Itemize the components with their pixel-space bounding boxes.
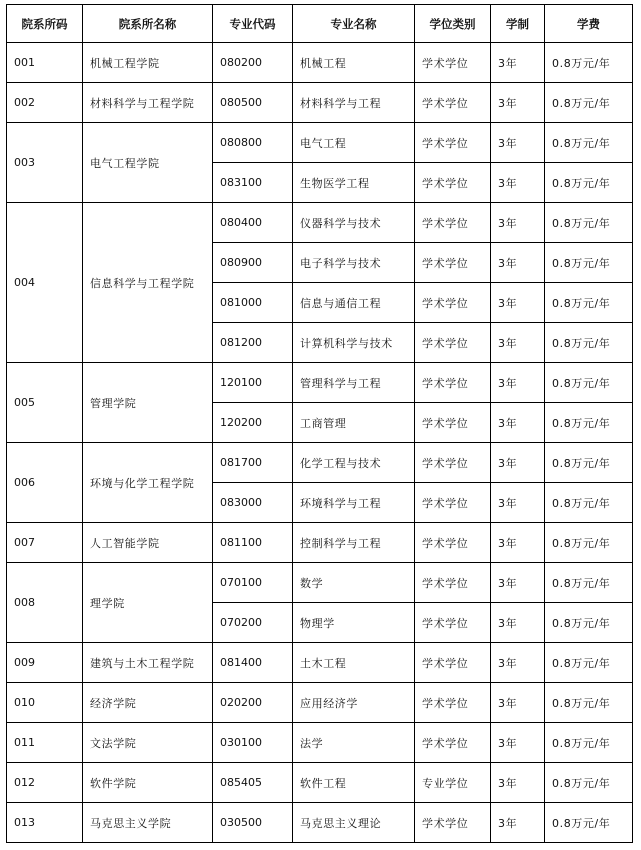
- fee-cell: 0.8万元/年: [545, 643, 633, 683]
- fee-cell: 0.8万元/年: [545, 323, 633, 363]
- table-row: [7, 203, 633, 243]
- degree-type-cell: 学术学位: [415, 243, 491, 283]
- program-table-container: [6, 4, 633, 843]
- major-name-cell: 软件工程: [293, 763, 415, 803]
- major-code-cell: 081400: [213, 643, 293, 683]
- header-fee: 学费: [545, 5, 633, 43]
- fee-cell: 0.8万元/年: [545, 723, 633, 763]
- major-name-cell: 数学: [293, 563, 415, 603]
- table-row: [7, 523, 633, 563]
- degree-type-cell: 学术学位: [415, 603, 491, 643]
- duration-cell: 3年: [491, 763, 545, 803]
- major-name-cell: 应用经济学: [293, 683, 415, 723]
- header-duration: 学制: [491, 5, 545, 43]
- table-row: [7, 363, 633, 403]
- major-name-cell: 信息与通信工程: [293, 283, 415, 323]
- dept-code-cell: 001: [7, 43, 83, 83]
- dept-code-cell: 002: [7, 83, 83, 123]
- major-code-cell: 080200: [213, 43, 293, 83]
- table-row: [7, 43, 633, 83]
- fee-cell: 0.8万元/年: [545, 203, 633, 243]
- header-dept-code: 院系所码: [7, 5, 83, 43]
- fee-cell: 0.8万元/年: [545, 483, 633, 523]
- major-code-cell: 081200: [213, 323, 293, 363]
- duration-cell: 3年: [491, 43, 545, 83]
- duration-cell: 3年: [491, 203, 545, 243]
- dept-name-cell: 理学院: [83, 563, 213, 643]
- dept-name-cell: 信息科学与工程学院: [83, 203, 213, 363]
- duration-cell: 3年: [491, 283, 545, 323]
- degree-type-cell: 专业学位: [415, 763, 491, 803]
- fee-cell: 0.8万元/年: [545, 763, 633, 803]
- dept-name-cell: 管理学院: [83, 363, 213, 443]
- major-code-cell: 080900: [213, 243, 293, 283]
- major-code-cell: 080400: [213, 203, 293, 243]
- program-table: [6, 4, 633, 843]
- degree-type-cell: 学术学位: [415, 803, 491, 843]
- degree-type-cell: 学术学位: [415, 523, 491, 563]
- major-name-cell: 法学: [293, 723, 415, 763]
- degree-type-cell: 学术学位: [415, 83, 491, 123]
- header-dept-name: 院系所名称: [83, 5, 213, 43]
- fee-cell: 0.8万元/年: [545, 803, 633, 843]
- dept-code-cell: 013: [7, 803, 83, 843]
- dept-name-cell: 材料科学与工程学院: [83, 83, 213, 123]
- major-code-cell: 081700: [213, 443, 293, 483]
- fee-cell: 0.8万元/年: [545, 603, 633, 643]
- duration-cell: 3年: [491, 163, 545, 203]
- dept-name-cell: 文法学院: [83, 723, 213, 763]
- duration-cell: 3年: [491, 83, 545, 123]
- table-row: [7, 763, 633, 803]
- dept-name-cell: 人工智能学院: [83, 523, 213, 563]
- dept-name-cell: 机械工程学院: [83, 43, 213, 83]
- major-code-cell: 085405: [213, 763, 293, 803]
- dept-code-cell: 011: [7, 723, 83, 763]
- duration-cell: 3年: [491, 723, 545, 763]
- dept-code-cell: 007: [7, 523, 83, 563]
- duration-cell: 3年: [491, 443, 545, 483]
- duration-cell: 3年: [491, 603, 545, 643]
- degree-type-cell: 学术学位: [415, 483, 491, 523]
- degree-type-cell: 学术学位: [415, 643, 491, 683]
- degree-type-cell: 学术学位: [415, 443, 491, 483]
- major-name-cell: 管理科学与工程: [293, 363, 415, 403]
- fee-cell: 0.8万元/年: [545, 443, 633, 483]
- degree-type-cell: 学术学位: [415, 723, 491, 763]
- degree-type-cell: 学术学位: [415, 43, 491, 83]
- duration-cell: 3年: [491, 123, 545, 163]
- major-code-cell: 080800: [213, 123, 293, 163]
- major-code-cell: 083100: [213, 163, 293, 203]
- major-name-cell: 控制科学与工程: [293, 523, 415, 563]
- fee-cell: 0.8万元/年: [545, 83, 633, 123]
- dept-name-cell: 经济学院: [83, 683, 213, 723]
- major-code-cell: 020200: [213, 683, 293, 723]
- fee-cell: 0.8万元/年: [545, 563, 633, 603]
- table-row: [7, 643, 633, 683]
- major-name-cell: 生物医学工程: [293, 163, 415, 203]
- fee-cell: 0.8万元/年: [545, 243, 633, 283]
- degree-type-cell: 学术学位: [415, 163, 491, 203]
- duration-cell: 3年: [491, 523, 545, 563]
- degree-type-cell: 学术学位: [415, 123, 491, 163]
- major-name-cell: 物理学: [293, 603, 415, 643]
- table-header-row: [7, 5, 633, 43]
- table-row: [7, 83, 633, 123]
- table-row: [7, 803, 633, 843]
- table-body: [7, 43, 633, 843]
- major-code-cell: 081000: [213, 283, 293, 323]
- fee-cell: 0.8万元/年: [545, 683, 633, 723]
- dept-name-cell: 环境与化学工程学院: [83, 443, 213, 523]
- major-code-cell: 030100: [213, 723, 293, 763]
- degree-type-cell: 学术学位: [415, 403, 491, 443]
- fee-cell: 0.8万元/年: [545, 403, 633, 443]
- degree-type-cell: 学术学位: [415, 283, 491, 323]
- dept-code-cell: 006: [7, 443, 83, 523]
- duration-cell: 3年: [491, 483, 545, 523]
- dept-name-cell: 软件学院: [83, 763, 213, 803]
- major-code-cell: 081100: [213, 523, 293, 563]
- duration-cell: 3年: [491, 323, 545, 363]
- major-name-cell: 环境科学与工程: [293, 483, 415, 523]
- major-name-cell: 马克思主义理论: [293, 803, 415, 843]
- fee-cell: 0.8万元/年: [545, 523, 633, 563]
- fee-cell: 0.8万元/年: [545, 123, 633, 163]
- table-row: [7, 563, 633, 603]
- major-name-cell: 电子科学与技术: [293, 243, 415, 283]
- duration-cell: 3年: [491, 243, 545, 283]
- fee-cell: 0.8万元/年: [545, 163, 633, 203]
- degree-type-cell: 学术学位: [415, 683, 491, 723]
- header-degree-type: 学位类别: [415, 5, 491, 43]
- major-code-cell: 030500: [213, 803, 293, 843]
- degree-type-cell: 学术学位: [415, 363, 491, 403]
- duration-cell: 3年: [491, 643, 545, 683]
- table-row: [7, 123, 633, 163]
- major-code-cell: 080500: [213, 83, 293, 123]
- major-code-cell: 070200: [213, 603, 293, 643]
- major-name-cell: 土木工程: [293, 643, 415, 683]
- major-name-cell: 材料科学与工程: [293, 83, 415, 123]
- major-name-cell: 电气工程: [293, 123, 415, 163]
- degree-type-cell: 学术学位: [415, 203, 491, 243]
- major-code-cell: 120100: [213, 363, 293, 403]
- header-major-name: 专业名称: [293, 5, 415, 43]
- duration-cell: 3年: [491, 803, 545, 843]
- duration-cell: 3年: [491, 403, 545, 443]
- duration-cell: 3年: [491, 363, 545, 403]
- major-code-cell: 083000: [213, 483, 293, 523]
- dept-name-cell: 电气工程学院: [83, 123, 213, 203]
- major-name-cell: 仪器科学与技术: [293, 203, 415, 243]
- table-row: [7, 683, 633, 723]
- dept-code-cell: 012: [7, 763, 83, 803]
- dept-code-cell: 009: [7, 643, 83, 683]
- dept-code-cell: 005: [7, 363, 83, 443]
- major-code-cell: 120200: [213, 403, 293, 443]
- dept-name-cell: 建筑与土木工程学院: [83, 643, 213, 683]
- dept-code-cell: 004: [7, 203, 83, 363]
- major-name-cell: 化学工程与技术: [293, 443, 415, 483]
- duration-cell: 3年: [491, 563, 545, 603]
- major-name-cell: 机械工程: [293, 43, 415, 83]
- duration-cell: 3年: [491, 683, 545, 723]
- degree-type-cell: 学术学位: [415, 563, 491, 603]
- major-name-cell: 计算机科学与技术: [293, 323, 415, 363]
- degree-type-cell: 学术学位: [415, 323, 491, 363]
- fee-cell: 0.8万元/年: [545, 43, 633, 83]
- major-code-cell: 070100: [213, 563, 293, 603]
- dept-name-cell: 马克思主义学院: [83, 803, 213, 843]
- header-major-code: 专业代码: [213, 5, 293, 43]
- fee-cell: 0.8万元/年: [545, 283, 633, 323]
- dept-code-cell: 003: [7, 123, 83, 203]
- table-row: [7, 443, 633, 483]
- fee-cell: 0.8万元/年: [545, 363, 633, 403]
- table-row: [7, 723, 633, 763]
- major-name-cell: 工商管理: [293, 403, 415, 443]
- dept-code-cell: 008: [7, 563, 83, 643]
- dept-code-cell: 010: [7, 683, 83, 723]
